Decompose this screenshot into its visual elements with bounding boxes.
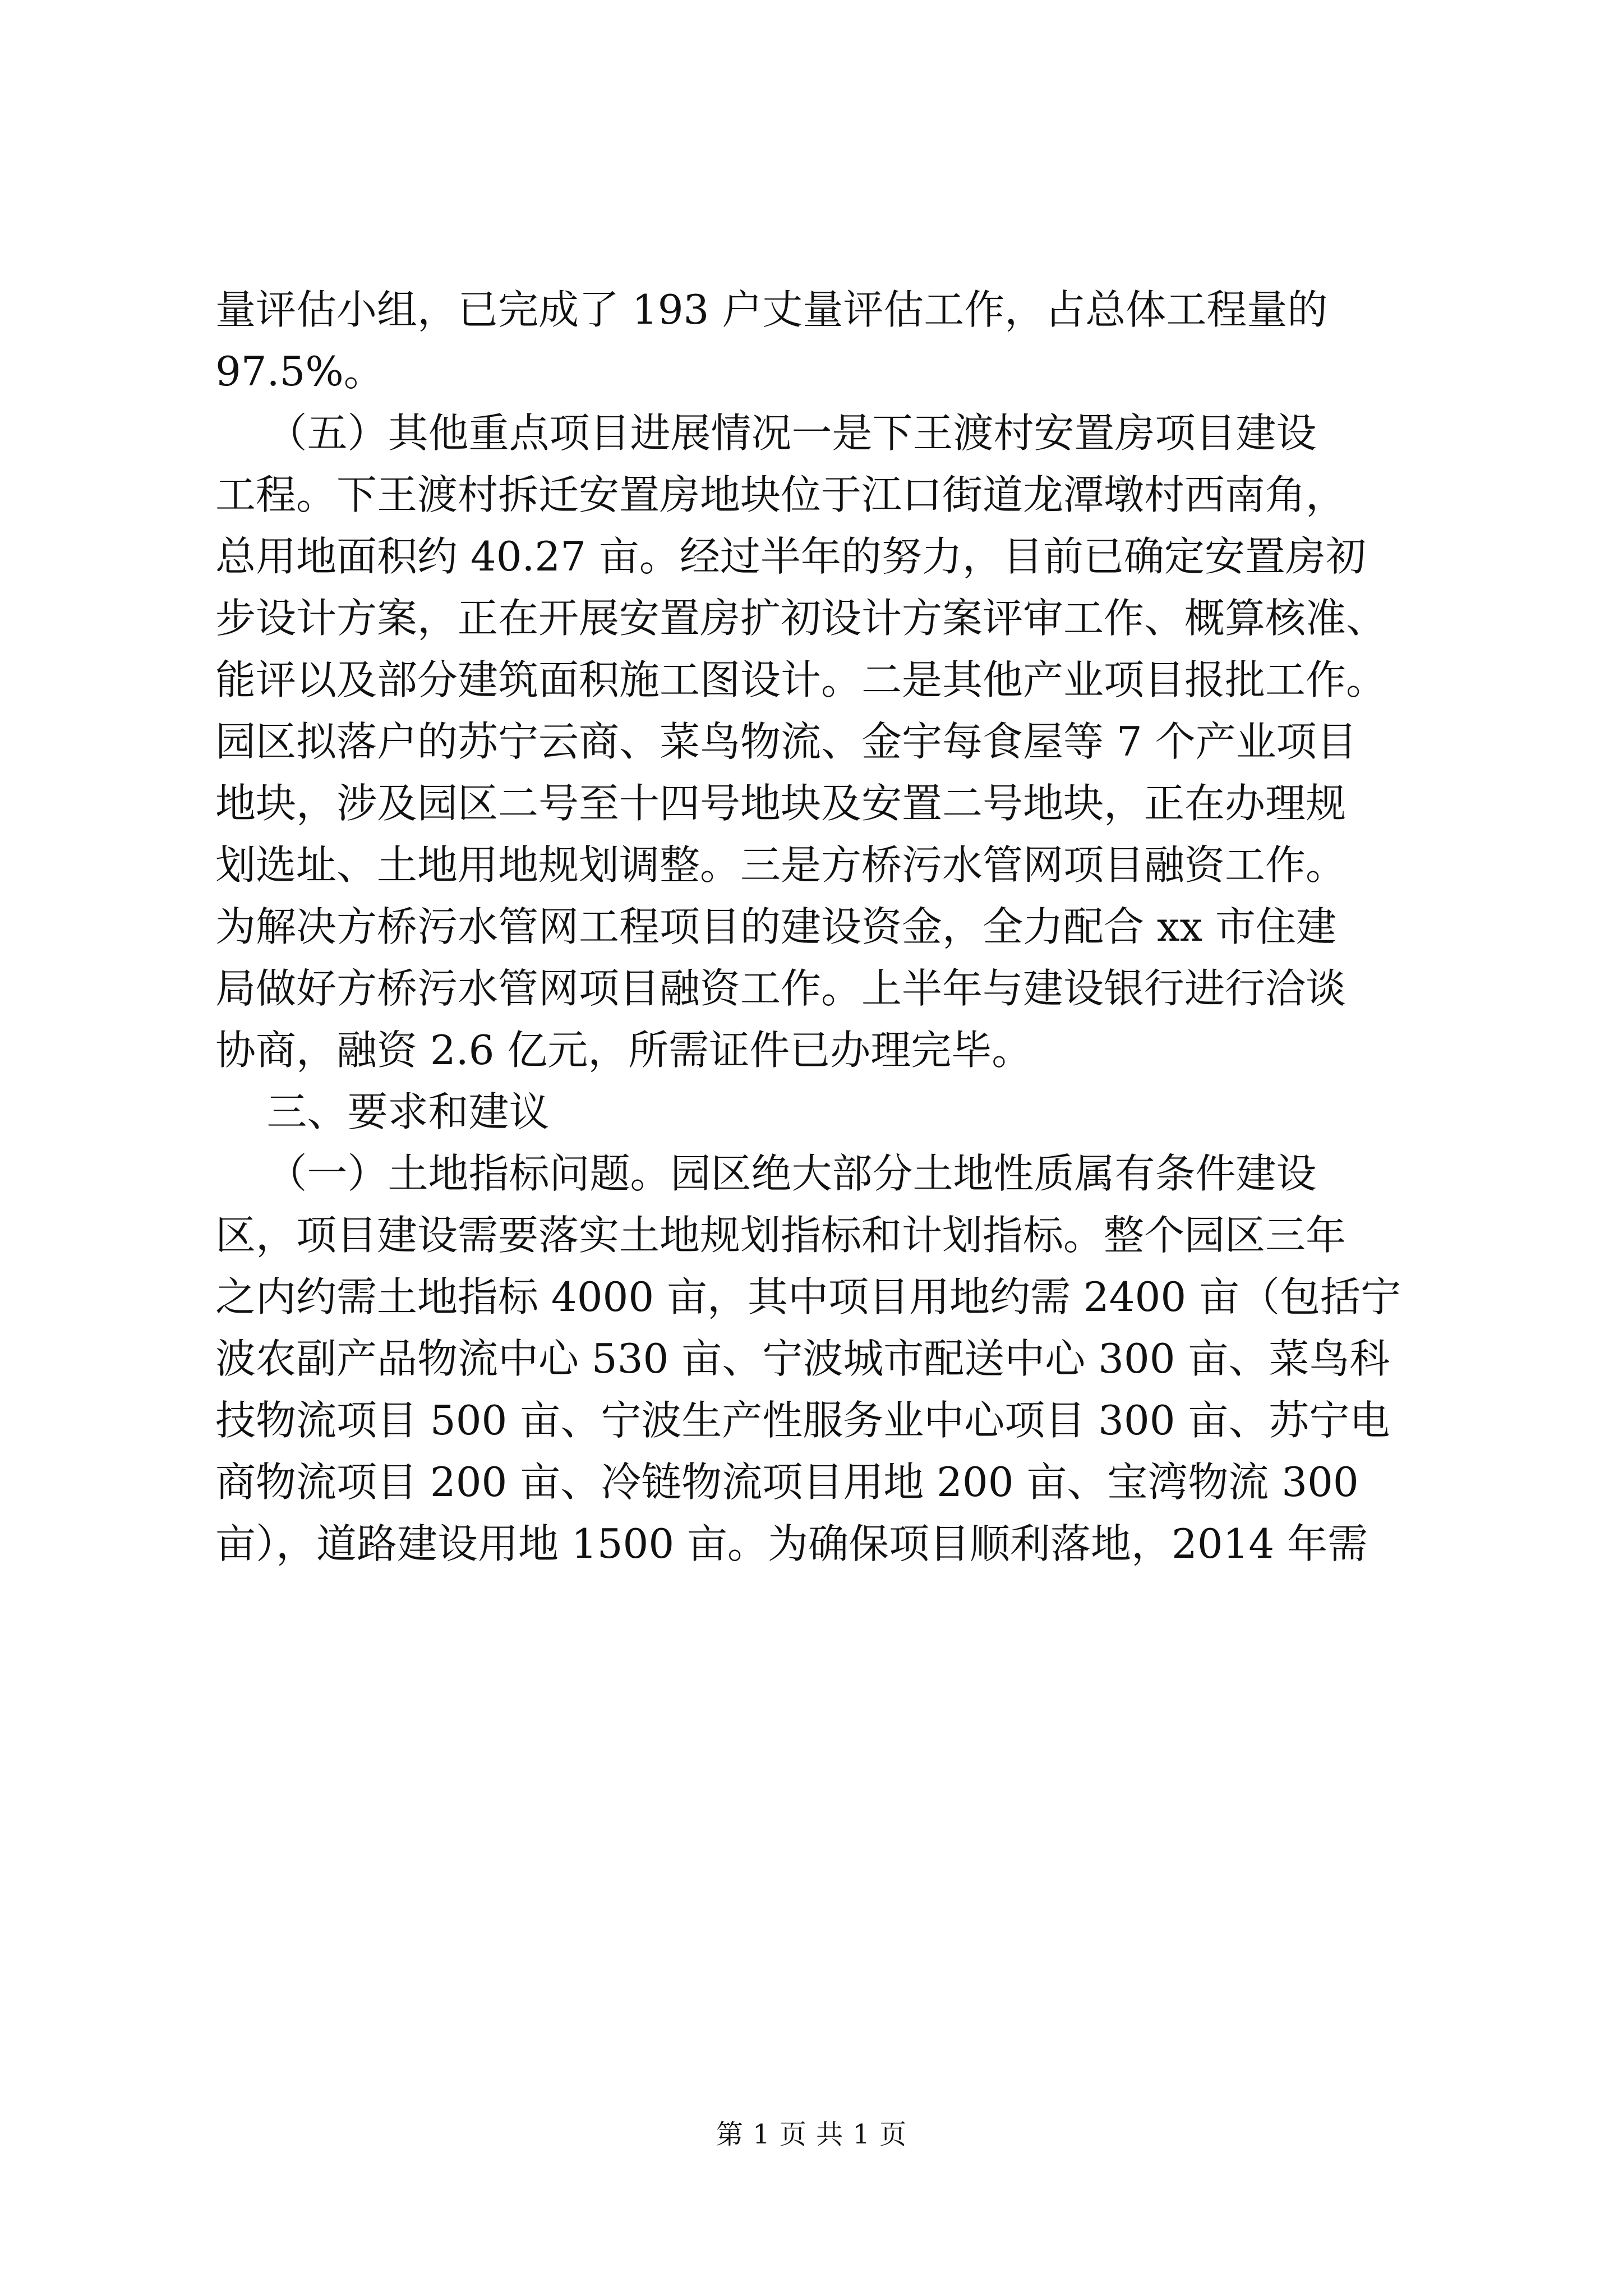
text-line: 能评以及部分建筑面积施工图设计。二是其他产业项目报批工作。 — [215, 656, 1387, 703]
text-line: 商物流项目 200 亩、冷链物流项目用地 200 亩、宝湾物流 300 — [215, 1458, 1359, 1506]
text-line: 步设计方案，正在开展安置房扩初设计方案评审工作、概算核准、 — [215, 595, 1387, 642]
page-footer: 第 1 页 共 1 页 — [716, 2119, 907, 2150]
text-line: 总用地面积约 40.27 亩。经过半年的努力，目前已确定安置房初 — [215, 533, 1366, 580]
text-line: 区，项目建设需要落实土地规划指标和计划指标。整个园区三年 — [215, 1212, 1347, 1259]
text-line: 园区拟落户的苏宁云商、菜鸟物流、金宇每食屋等 7 个产业项目 — [215, 718, 1357, 765]
text-line: 工程。下王渡村拆迁安置房地块位于江口街道龙潭墩村西南角， — [215, 471, 1347, 518]
body-text — [215, 286, 1413, 1585]
text-line: 协商，融资 2.6 亿元，所需证件已办理完毕。 — [215, 1027, 1032, 1074]
text-line: 亩），道路建设用地 1500 亩。为确保项目顺利落地，2014 年需 — [215, 1520, 1368, 1567]
section-heading: 三、要求和建议 — [215, 1088, 550, 1135]
text-line: 技物流项目 500 亩、宁波生产性服务业中心项目 300 亩、苏宁电 — [215, 1397, 1390, 1444]
text-line: 地块，涉及园区二号至十四号地块及安置二号地块，正在办理规 — [215, 780, 1347, 827]
text-line: （一）土地指标问题。园区绝大部分土地性质属有条件建设 — [215, 1150, 1317, 1197]
text-line: 97.5%。 — [215, 348, 384, 395]
text-line: 量评估小组，已完成了 193 户丈量评估工作，占总体工程量的 — [215, 286, 1328, 333]
text-line: 为解决方桥污水管网工程项目的建设资金，全力配合 xx 市住建 — [215, 903, 1336, 950]
text-line: 局做好方桥污水管网项目融资工作。上半年与建设银行进行洽谈 — [215, 965, 1347, 1012]
text-line: （五）其他重点项目进展情况一是下王渡村安置房项目建设 — [215, 409, 1317, 457]
text-line: 之内约需土地指标 4000 亩，其中项目用地约需 2400 亩（包括宁 — [215, 1273, 1401, 1320]
text-line: 波农副产品物流中心 530 亩、宁波城市配送中心 300 亩、菜鸟科 — [215, 1335, 1390, 1382]
text-line: 划选址、土地用地规划调整。三是方桥污水管网项目融资工作。 — [215, 841, 1347, 889]
